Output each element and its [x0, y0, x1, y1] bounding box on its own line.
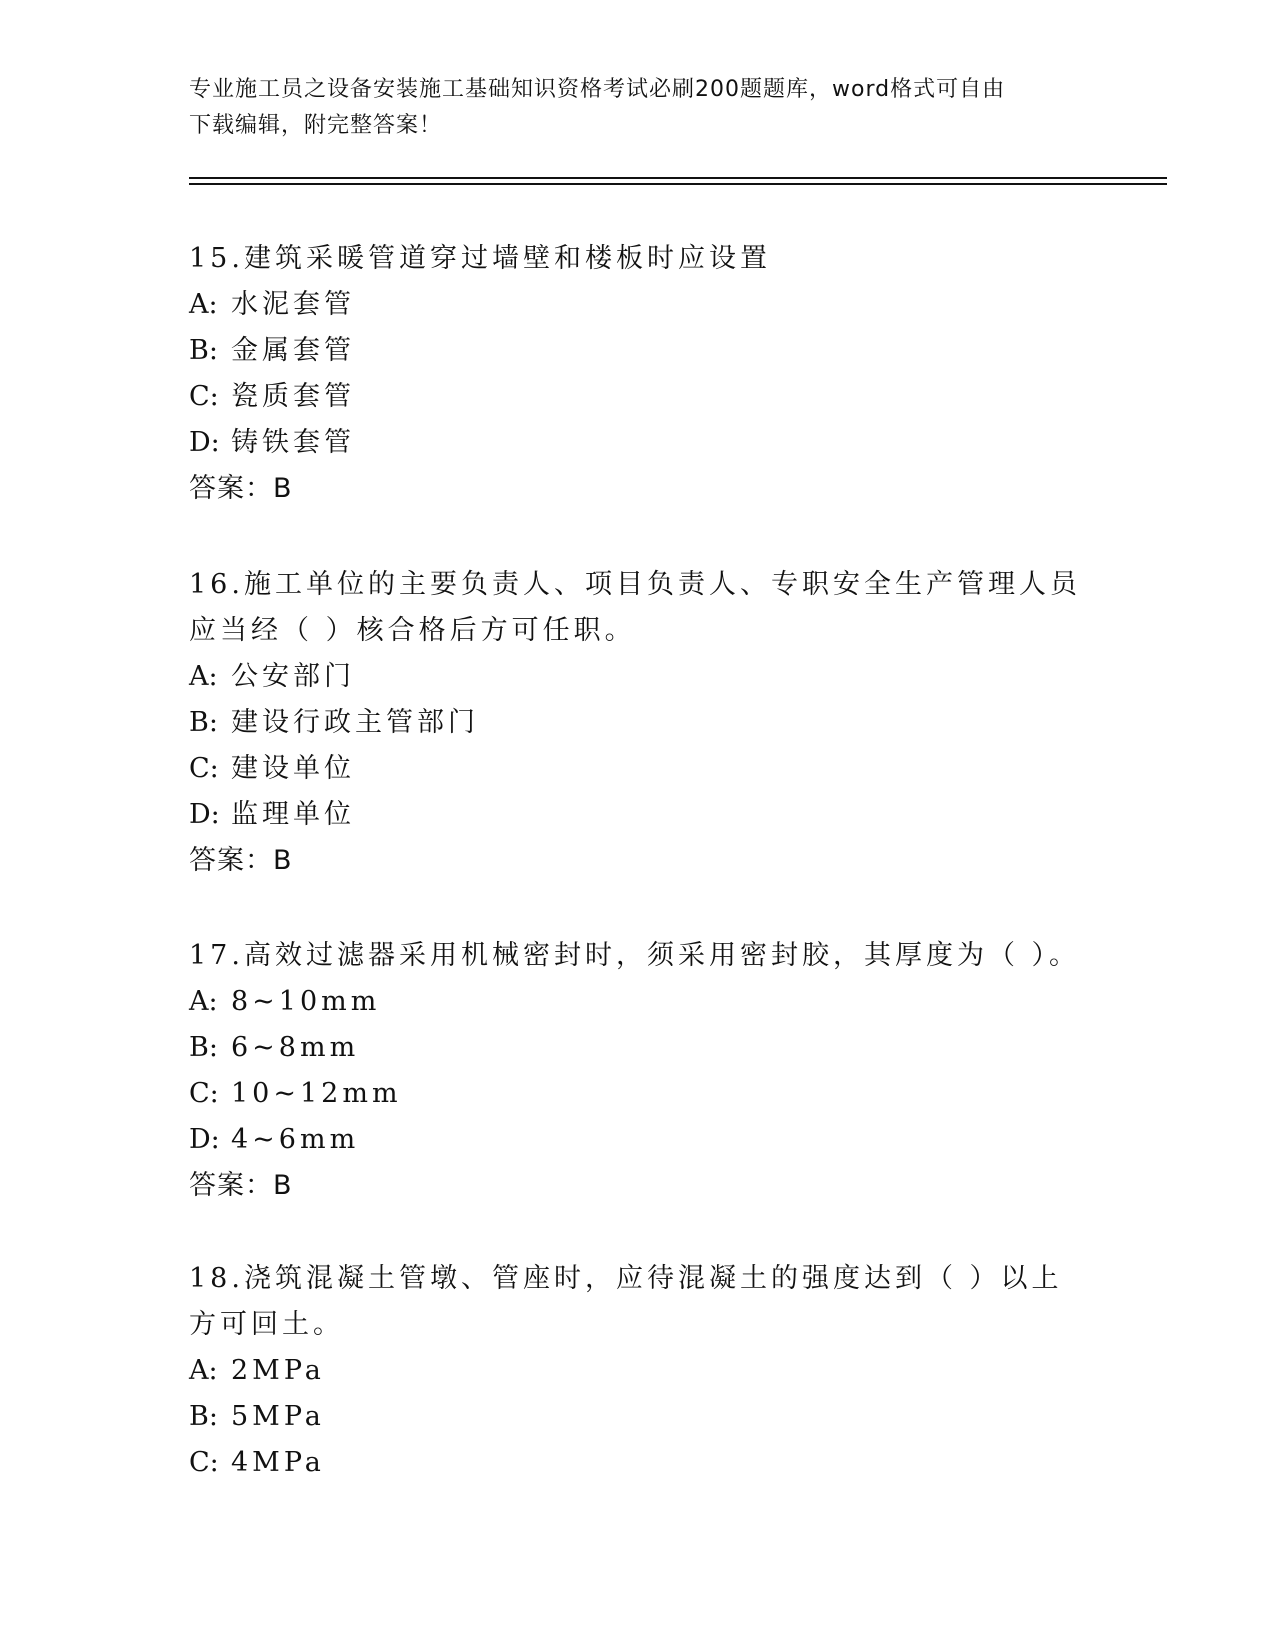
option-text: 10~12mm: [231, 1078, 402, 1109]
option-letter: C:: [189, 381, 219, 412]
option-d: [189, 1117, 1089, 1163]
option-letter: C:: [189, 1078, 219, 1109]
option-letter: C:: [189, 753, 219, 784]
option-a: [189, 979, 1089, 1025]
header-divider-bottom: [189, 183, 1167, 185]
option-text: 4MPa: [231, 1447, 325, 1478]
option-letter: D:: [189, 799, 220, 830]
document-header: [189, 72, 1089, 144]
option-text: 金属套管: [231, 335, 355, 366]
option-text: 4~6mm: [231, 1124, 360, 1155]
option-c: [189, 1071, 1089, 1117]
option-letter: A:: [189, 661, 218, 692]
option-text: 建设行政主管部门: [231, 707, 479, 738]
option-text: 监理单位: [231, 799, 355, 830]
question-16: [189, 562, 1089, 884]
option-text: 瓷质套管: [231, 381, 355, 412]
option-letter: C:: [189, 1447, 219, 1478]
question-18: [189, 1256, 1089, 1486]
option-letter: B:: [189, 335, 218, 366]
option-letter: B:: [189, 1401, 218, 1432]
option-b: [189, 328, 1089, 374]
header-line-2: 下载编辑，附完整答案！: [189, 113, 443, 138]
question-17: [189, 933, 1089, 1209]
option-text: 2MPa: [231, 1355, 325, 1386]
answer-line: 答案：B: [189, 473, 293, 504]
option-text: 6~8mm: [231, 1032, 360, 1063]
option-letter: A:: [189, 289, 218, 320]
header-divider-top: [189, 177, 1167, 179]
option-letter: A:: [189, 986, 218, 1017]
option-letter: B:: [189, 707, 218, 738]
option-b: [189, 1025, 1089, 1071]
option-c: [189, 1440, 1089, 1486]
question-stem: 15.建筑采暖管道穿过墙壁和楼板时应设置: [189, 243, 771, 274]
option-b: [189, 1394, 1089, 1440]
option-letter: A:: [189, 1355, 218, 1386]
option-text: 建设单位: [231, 753, 355, 784]
option-a: [189, 282, 1089, 328]
question-stem: 18.浇筑混凝土管墩、管座时，应待混凝土的强度达到（ ）以上方可回土。: [189, 1263, 1063, 1340]
question-stem: 16.施工单位的主要负责人、项目负责人、专职安全生产管理人员应当经（ ）核合格后方可任职。: [189, 569, 1081, 646]
option-letter: B:: [189, 1032, 218, 1063]
option-text: 8~10mm: [231, 986, 381, 1017]
option-b: [189, 700, 1089, 746]
option-a: [189, 1348, 1089, 1394]
option-text: 铸铁套管: [231, 427, 355, 458]
answer-line: 答案：B: [189, 1170, 293, 1201]
option-a: [189, 654, 1089, 700]
option-letter: D:: [189, 1124, 220, 1155]
option-text: 公安部门: [231, 661, 355, 692]
option-d: [189, 420, 1089, 466]
option-letter: D:: [189, 427, 220, 458]
option-text: 5MPa: [231, 1401, 325, 1432]
question-15: [189, 236, 1089, 512]
option-d: [189, 792, 1089, 838]
answer-line: 答案：B: [189, 845, 293, 876]
header-line-1: 专业施工员之设备安装施工基础知识资格考试必刷200题题库，word格式可自由: [189, 77, 1006, 102]
option-c: [189, 374, 1089, 420]
question-stem: 17.高效过滤器采用机械密封时，须采用密封胶，其厚度为（ ）。: [189, 940, 1081, 971]
option-text: 水泥套管: [231, 289, 355, 320]
option-c: [189, 746, 1089, 792]
